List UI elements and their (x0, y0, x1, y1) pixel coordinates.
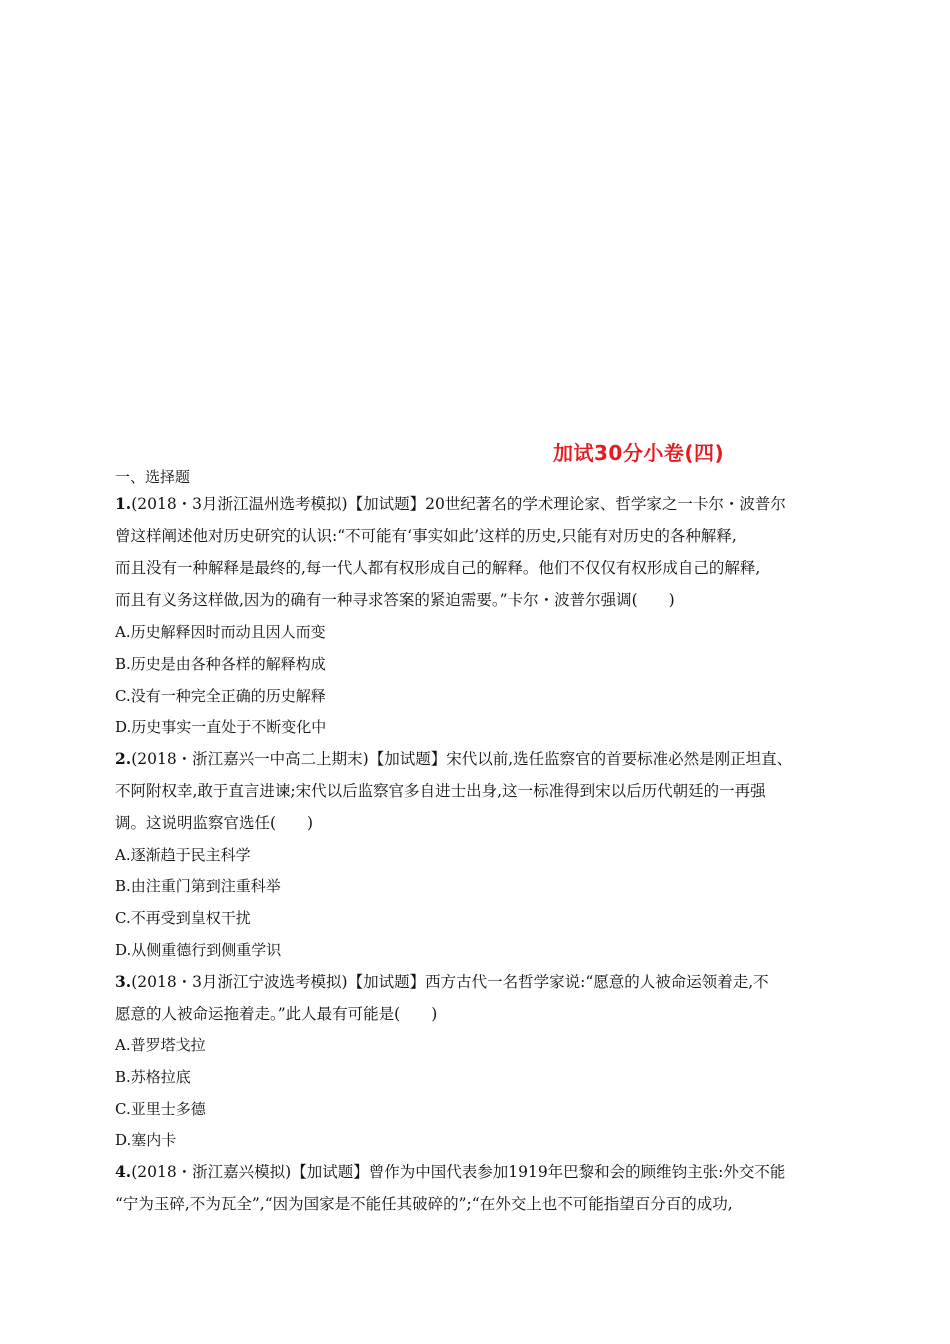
question-text: (2018・浙江嘉兴模拟)【加试题】曾作为中国代表参加1919年巴黎和会的顾维钧主张:外交不能 (131, 1163, 786, 1181)
question-number: 2. (115, 749, 132, 768)
question-2-option-a: A.逐渐趋于民主科学 (115, 846, 251, 864)
question-2-option-d: D.从侧重德行到侧重学识 (115, 941, 282, 959)
question-4-line-1 (115, 1162, 785, 1182)
question-1-option-b: B.历史是由各种各样的解释构成 (115, 655, 326, 673)
question-3-option-a: A.普罗塔戈拉 (115, 1036, 206, 1054)
question-number: 4. (115, 1162, 132, 1181)
question-3-option-d: D.塞内卡 (115, 1131, 177, 1149)
question-1-line-4: 而且有义务这样做,因为的确有一种寻求答案的紧迫需要。”卡尔・波普尔强调( ) (115, 591, 675, 609)
question-1-line-3: 而且没有一种解释是最终的,每一代人都有权形成自己的解释。他们不仅仅有权形成自己的解释, (115, 559, 761, 577)
question-text: (2018・浙江嘉兴一中高二上期末)【加试题】宋代以前,选任监察官的首要标准必然是刚正坦直、 (131, 750, 793, 768)
question-3-option-c: C.亚里士多德 (115, 1100, 206, 1118)
question-2-line-3: 调。这说明监察官选任( ) (115, 814, 314, 832)
section-heading: 一、选择题 (115, 468, 191, 486)
question-1-option-a: A.历史解释因时而动且因人而变 (115, 623, 326, 641)
question-3-line-1 (115, 972, 769, 992)
question-2-line-1 (115, 749, 792, 769)
question-3-line-2: 愿意的人被命运拖着走。”此人最有可能是( ) (115, 1005, 438, 1023)
question-1-option-c: C.没有一种完全正确的历史解释 (115, 687, 326, 705)
question-1-line-1 (115, 494, 786, 514)
question-4-line-2: “宁为玉碎,不为瓦全”,“因为国家是不能任其破碎的”;“在外交上也不可能指望百分百的成功, (115, 1195, 733, 1213)
question-number: 3. (115, 972, 132, 991)
question-2-option-c: C.不再受到皇权干扰 (115, 909, 251, 927)
page-title: 加试30分小卷(四) (553, 441, 725, 465)
question-text: (2018・3月浙江温州选考模拟)【加试题】20世纪著名的学术理论家、哲学家之一卡尔・波普尔 (131, 495, 786, 513)
question-2-option-b: B.由注重门第到注重科举 (115, 877, 281, 895)
question-text: (2018・3月浙江宁波选考模拟)【加试题】西方古代一名哲学家说:“愿意的人被命运领着走,不 (131, 973, 769, 991)
question-1-option-d: D.历史事实一直处于不断变化中 (115, 718, 327, 736)
question-number: 1. (115, 494, 132, 513)
question-2-line-2: 不阿附权幸,敢于直言进谏;宋代以后监察官多自进士出身,这一标准得到宋以后历代朝廷的一再强 (115, 782, 766, 800)
question-3-option-b: B.苏格拉底 (115, 1068, 191, 1086)
question-1-line-2: 曾这样阐述他对历史研究的认识:“不可能有‘事实如此’这样的历史,只能有对历史的各种解释, (115, 527, 737, 545)
